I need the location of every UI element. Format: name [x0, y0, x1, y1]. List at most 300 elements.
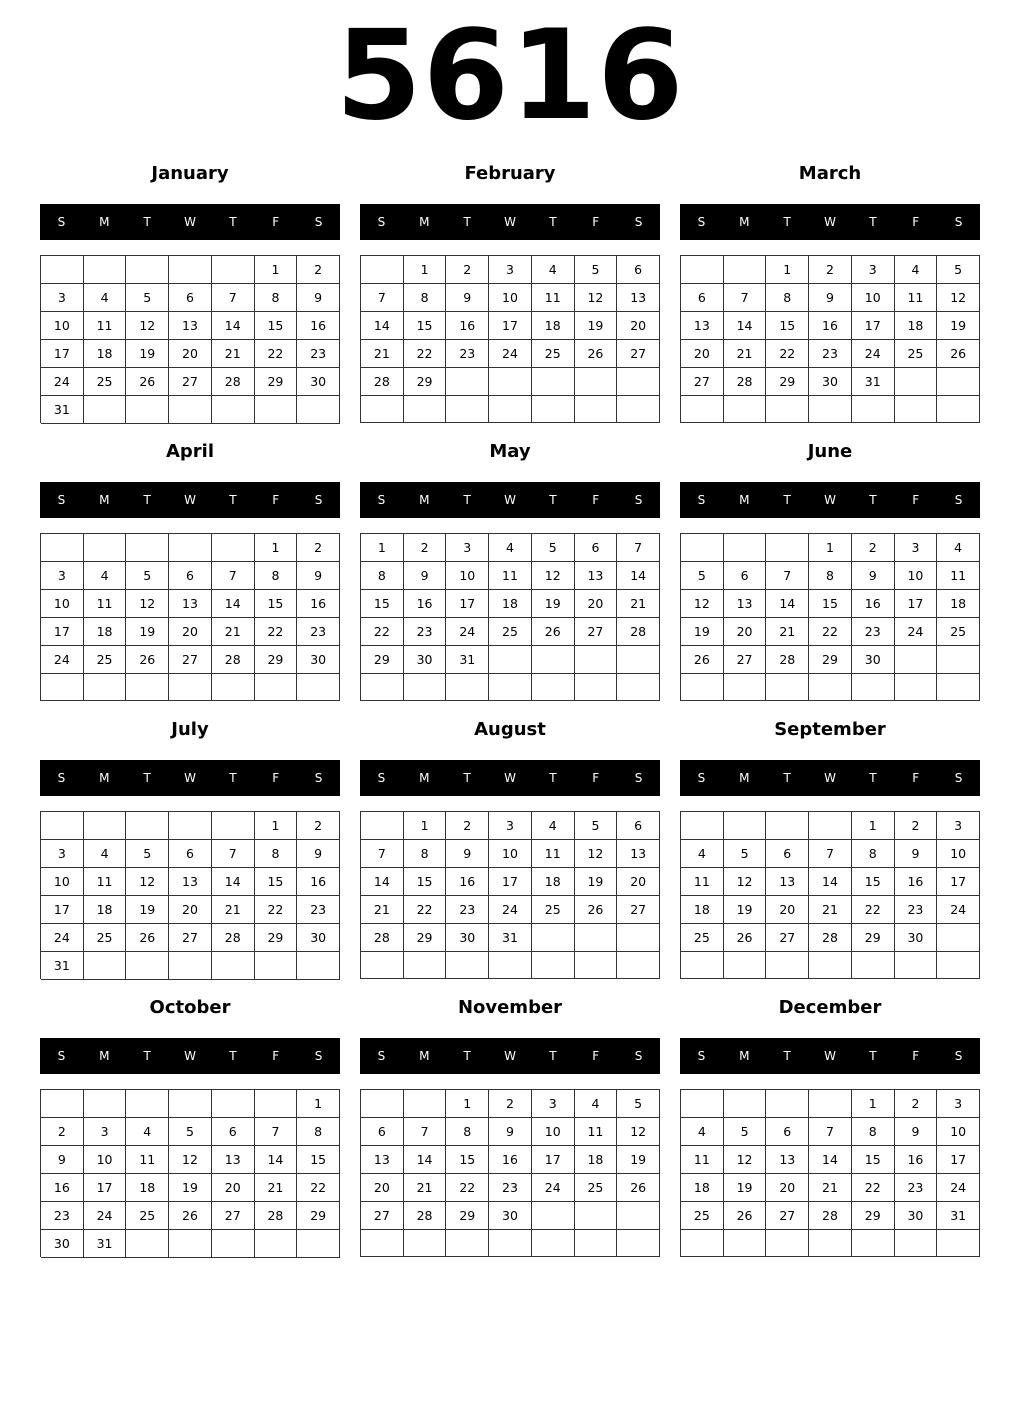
day-cell: 27 — [361, 1202, 404, 1230]
empty-day-cell — [681, 534, 724, 562]
weekday-label: W — [504, 771, 516, 785]
weekday-label: S — [697, 771, 706, 785]
day-cell: 20 — [766, 896, 809, 924]
day-cell: 13 — [617, 840, 660, 868]
day-cell: 16 — [297, 590, 340, 618]
day-cell: 20 — [766, 1174, 809, 1202]
day-cell: 2 — [41, 1118, 84, 1146]
weekday-label: F — [912, 215, 920, 229]
weekday-label: F — [272, 215, 280, 229]
day-cell: 6 — [212, 1118, 255, 1146]
empty-day-cell — [126, 1230, 169, 1258]
day-cell: 15 — [255, 312, 298, 340]
weekday-label: S — [954, 1049, 963, 1063]
day-cell: 24 — [446, 618, 489, 646]
day-cell: 5 — [126, 840, 169, 868]
empty-day-cell — [532, 674, 575, 701]
weekday-label: M — [99, 771, 110, 785]
empty-day-cell — [212, 952, 255, 980]
empty-day-cell — [724, 952, 767, 979]
weekday-label: M — [99, 493, 110, 507]
day-cell: 26 — [532, 618, 575, 646]
day-cell: 22 — [255, 618, 298, 646]
empty-day-cell — [937, 924, 980, 952]
day-cell: 4 — [895, 256, 938, 284]
day-cell: 13 — [681, 312, 724, 340]
day-cell: 11 — [84, 590, 127, 618]
day-cell: 5 — [617, 1090, 660, 1118]
day-cell: 1 — [446, 1090, 489, 1118]
day-cell: 16 — [446, 312, 489, 340]
weekday-label: T — [229, 771, 237, 785]
day-cell: 24 — [41, 368, 84, 396]
empty-day-cell — [489, 1230, 532, 1257]
empty-day-cell — [895, 368, 938, 396]
weekday-label: T — [463, 493, 471, 507]
day-cell: 11 — [532, 284, 575, 312]
empty-day-cell — [169, 396, 212, 424]
empty-day-cell — [809, 812, 852, 840]
day-cell: 28 — [212, 646, 255, 674]
day-cell: 21 — [361, 896, 404, 924]
day-cell: 30 — [41, 1230, 84, 1258]
empty-day-cell — [297, 1230, 340, 1258]
day-cell: 7 — [255, 1118, 298, 1146]
day-cell: 15 — [446, 1146, 489, 1174]
day-cell: 7 — [361, 284, 404, 312]
weekday-label: W — [504, 215, 516, 229]
day-cell: 25 — [84, 646, 127, 674]
day-cell: 1 — [404, 812, 447, 840]
empty-day-cell — [532, 368, 575, 396]
weekday-label: S — [697, 1049, 706, 1063]
weekday-label: T — [143, 215, 151, 229]
weekday-header — [360, 760, 660, 796]
day-cell: 25 — [84, 368, 127, 396]
day-cell: 5 — [724, 840, 767, 868]
weekday-label: M — [739, 771, 750, 785]
day-cell: 30 — [297, 924, 340, 952]
day-cell: 5 — [681, 562, 724, 590]
empty-day-cell — [446, 368, 489, 396]
empty-day-cell — [575, 952, 618, 979]
empty-day-cell — [169, 812, 212, 840]
day-cell: 8 — [852, 1118, 895, 1146]
empty-day-cell — [532, 396, 575, 423]
day-cell: 1 — [361, 534, 404, 562]
day-cell: 28 — [404, 1202, 447, 1230]
empty-day-cell — [169, 1090, 212, 1118]
day-cell: 29 — [255, 924, 298, 952]
day-cell: 17 — [489, 312, 532, 340]
day-cell: 1 — [297, 1090, 340, 1118]
weekday-label: T — [143, 493, 151, 507]
day-cell: 29 — [809, 646, 852, 674]
empty-day-cell — [446, 1230, 489, 1257]
weekday-label: T — [549, 215, 557, 229]
empty-day-cell — [297, 674, 340, 701]
day-cell: 6 — [617, 812, 660, 840]
day-cell: 13 — [575, 562, 618, 590]
empty-day-cell — [41, 256, 84, 284]
day-cell: 3 — [937, 812, 980, 840]
empty-day-cell — [84, 674, 127, 701]
month-name: May — [489, 441, 531, 462]
day-cell: 16 — [809, 312, 852, 340]
empty-day-cell — [852, 1230, 895, 1257]
month-name: January — [151, 163, 229, 184]
empty-day-cell — [617, 396, 660, 423]
day-cell: 21 — [809, 1174, 852, 1202]
empty-day-cell — [681, 396, 724, 423]
day-cell: 16 — [297, 312, 340, 340]
empty-day-cell — [126, 396, 169, 424]
day-cell: 18 — [575, 1146, 618, 1174]
day-cell: 17 — [852, 312, 895, 340]
weekday-header — [40, 482, 340, 518]
empty-day-cell — [404, 1090, 447, 1118]
weekday-label: M — [739, 215, 750, 229]
day-cell: 7 — [724, 284, 767, 312]
empty-day-cell — [895, 1230, 938, 1257]
weekday-label: S — [314, 215, 323, 229]
empty-day-cell — [126, 952, 169, 980]
weekday-label: S — [377, 1049, 386, 1063]
empty-day-cell — [724, 534, 767, 562]
empty-day-cell — [126, 256, 169, 284]
day-cell: 11 — [575, 1118, 618, 1146]
empty-day-cell — [937, 396, 980, 423]
day-cell: 19 — [532, 590, 575, 618]
day-cell: 30 — [895, 924, 938, 952]
day-cell: 4 — [84, 284, 127, 312]
day-cell: 22 — [809, 618, 852, 646]
day-cell: 29 — [404, 368, 447, 396]
day-cell: 1 — [852, 1090, 895, 1118]
day-cell: 26 — [937, 340, 980, 368]
day-cell: 9 — [297, 284, 340, 312]
day-cell: 23 — [852, 618, 895, 646]
day-cell: 25 — [532, 896, 575, 924]
day-cell: 29 — [852, 924, 895, 952]
day-cell: 10 — [937, 840, 980, 868]
day-cell: 1 — [255, 534, 298, 562]
empty-day-cell — [575, 396, 618, 423]
weekday-label: W — [824, 771, 836, 785]
day-cell: 16 — [489, 1146, 532, 1174]
day-cell: 29 — [852, 1202, 895, 1230]
day-cell: 16 — [297, 868, 340, 896]
empty-day-cell — [937, 952, 980, 979]
day-cell: 30 — [809, 368, 852, 396]
empty-day-cell — [41, 534, 84, 562]
weekday-label: F — [272, 771, 280, 785]
day-cell: 4 — [532, 256, 575, 284]
day-cell: 11 — [681, 868, 724, 896]
day-cell: 25 — [681, 1202, 724, 1230]
day-cell: 28 — [212, 924, 255, 952]
day-cell: 28 — [212, 368, 255, 396]
weekday-label: W — [184, 771, 196, 785]
empty-day-cell — [724, 256, 767, 284]
day-cell: 6 — [617, 256, 660, 284]
weekday-label: S — [697, 215, 706, 229]
day-cell: 27 — [766, 1202, 809, 1230]
day-cell: 26 — [575, 340, 618, 368]
empty-day-cell — [404, 952, 447, 979]
day-cell: 26 — [169, 1202, 212, 1230]
day-cell: 4 — [126, 1118, 169, 1146]
day-cell: 22 — [446, 1174, 489, 1202]
day-cell: 22 — [404, 896, 447, 924]
empty-day-cell — [41, 812, 84, 840]
day-cell: 3 — [41, 562, 84, 590]
day-cell: 24 — [937, 896, 980, 924]
day-cell: 7 — [766, 562, 809, 590]
day-cell: 29 — [255, 646, 298, 674]
day-cell: 8 — [446, 1118, 489, 1146]
day-cell: 16 — [895, 1146, 938, 1174]
day-cell: 7 — [212, 840, 255, 868]
day-cell: 22 — [404, 340, 447, 368]
weekday-label: W — [184, 493, 196, 507]
day-cell: 3 — [852, 256, 895, 284]
empty-day-cell — [575, 368, 618, 396]
day-cell: 31 — [41, 396, 84, 424]
day-cell: 3 — [937, 1090, 980, 1118]
weekday-label: T — [143, 771, 151, 785]
day-cell: 24 — [489, 340, 532, 368]
weekday-label: T — [549, 493, 557, 507]
empty-day-cell — [212, 674, 255, 701]
day-cell: 2 — [446, 812, 489, 840]
empty-day-cell — [809, 952, 852, 979]
empty-day-cell — [361, 674, 404, 701]
day-cell: 3 — [41, 284, 84, 312]
day-cell: 15 — [255, 868, 298, 896]
weekday-label: T — [869, 493, 877, 507]
day-cell: 9 — [895, 840, 938, 868]
day-cell: 24 — [41, 646, 84, 674]
day-cell: 27 — [169, 646, 212, 674]
day-cell: 4 — [84, 840, 127, 868]
weekday-label: T — [229, 493, 237, 507]
day-cell: 12 — [575, 840, 618, 868]
day-cell: 1 — [852, 812, 895, 840]
day-cell: 4 — [681, 1118, 724, 1146]
day-cell: 4 — [937, 534, 980, 562]
day-cell: 18 — [84, 896, 127, 924]
weekday-label: T — [463, 1049, 471, 1063]
day-cell: 4 — [575, 1090, 618, 1118]
day-cell: 10 — [41, 590, 84, 618]
day-cell: 19 — [126, 340, 169, 368]
day-cell: 15 — [404, 312, 447, 340]
weekday-header — [680, 760, 980, 796]
day-cell: 17 — [41, 618, 84, 646]
day-cell: 20 — [617, 868, 660, 896]
weekday-header — [360, 204, 660, 240]
empty-day-cell — [84, 534, 127, 562]
day-cell: 21 — [212, 618, 255, 646]
day-cell: 22 — [766, 340, 809, 368]
day-cell: 13 — [724, 590, 767, 618]
weekday-header — [680, 1038, 980, 1074]
weekday-label: T — [549, 1049, 557, 1063]
day-cell: 22 — [852, 1174, 895, 1202]
day-cell: 28 — [809, 924, 852, 952]
day-cell: 3 — [895, 534, 938, 562]
weekday-label: F — [592, 493, 600, 507]
day-cell: 10 — [489, 284, 532, 312]
day-cell: 21 — [766, 618, 809, 646]
day-cell: 11 — [895, 284, 938, 312]
weekday-label: F — [912, 1049, 920, 1063]
weekday-label: W — [504, 1049, 516, 1063]
empty-day-cell — [255, 396, 298, 424]
day-cell: 24 — [41, 924, 84, 952]
day-cell: 26 — [724, 924, 767, 952]
day-cell: 4 — [532, 812, 575, 840]
day-cell: 15 — [809, 590, 852, 618]
day-cell: 19 — [681, 618, 724, 646]
day-cell: 25 — [895, 340, 938, 368]
empty-day-cell — [212, 256, 255, 284]
day-cell: 9 — [809, 284, 852, 312]
day-cell: 18 — [895, 312, 938, 340]
empty-day-cell — [169, 952, 212, 980]
day-cell: 21 — [724, 340, 767, 368]
day-cell: 26 — [126, 646, 169, 674]
empty-day-cell — [297, 396, 340, 424]
weekday-label: M — [99, 1049, 110, 1063]
day-cell: 14 — [724, 312, 767, 340]
day-cell: 8 — [255, 284, 298, 312]
weekday-label: F — [912, 771, 920, 785]
weekday-label: M — [419, 771, 430, 785]
empty-day-cell — [489, 952, 532, 979]
day-cell: 14 — [212, 312, 255, 340]
day-grid — [40, 533, 340, 701]
day-cell: 7 — [404, 1118, 447, 1146]
empty-day-cell — [617, 1230, 660, 1257]
weekday-label: S — [377, 493, 386, 507]
day-cell: 1 — [255, 812, 298, 840]
month-name: July — [171, 719, 209, 740]
day-cell: 8 — [404, 840, 447, 868]
day-cell: 12 — [126, 312, 169, 340]
day-cell: 20 — [361, 1174, 404, 1202]
day-cell: 20 — [617, 312, 660, 340]
day-cell: 12 — [681, 590, 724, 618]
empty-day-cell — [84, 812, 127, 840]
empty-day-cell — [937, 1230, 980, 1257]
day-cell: 5 — [724, 1118, 767, 1146]
day-cell: 20 — [169, 340, 212, 368]
empty-day-cell — [617, 674, 660, 701]
day-cell: 19 — [126, 896, 169, 924]
weekday-label: W — [824, 215, 836, 229]
day-cell: 17 — [41, 896, 84, 924]
empty-day-cell — [489, 646, 532, 674]
day-cell: 18 — [681, 896, 724, 924]
empty-day-cell — [404, 1230, 447, 1257]
day-cell: 2 — [852, 534, 895, 562]
weekday-label: T — [783, 1049, 791, 1063]
day-cell: 31 — [937, 1202, 980, 1230]
empty-day-cell — [532, 952, 575, 979]
weekday-label: S — [954, 493, 963, 507]
day-cell: 5 — [126, 562, 169, 590]
day-cell: 23 — [895, 896, 938, 924]
day-cell: 6 — [681, 284, 724, 312]
day-cell: 6 — [361, 1118, 404, 1146]
day-cell: 20 — [575, 590, 618, 618]
day-cell: 12 — [937, 284, 980, 312]
day-cell: 6 — [766, 1118, 809, 1146]
weekday-header — [40, 204, 340, 240]
empty-day-cell — [446, 952, 489, 979]
day-cell: 14 — [212, 590, 255, 618]
empty-day-cell — [84, 396, 127, 424]
day-cell: 19 — [724, 1174, 767, 1202]
day-cell: 17 — [489, 868, 532, 896]
day-cell: 28 — [766, 646, 809, 674]
weekday-label: T — [549, 771, 557, 785]
day-cell: 24 — [937, 1174, 980, 1202]
weekday-label: M — [739, 493, 750, 507]
day-cell: 22 — [852, 896, 895, 924]
day-cell: 28 — [809, 1202, 852, 1230]
empty-day-cell — [766, 674, 809, 701]
day-cell: 31 — [852, 368, 895, 396]
day-cell: 2 — [297, 256, 340, 284]
month-name: April — [165, 441, 215, 462]
weekday-label: W — [504, 493, 516, 507]
day-cell: 27 — [617, 896, 660, 924]
day-cell: 21 — [404, 1174, 447, 1202]
day-grid — [680, 1089, 980, 1257]
day-cell: 14 — [766, 590, 809, 618]
weekday-label: S — [634, 215, 643, 229]
day-cell: 8 — [766, 284, 809, 312]
day-cell: 5 — [575, 812, 618, 840]
weekday-header — [360, 1038, 660, 1074]
empty-day-cell — [446, 674, 489, 701]
day-cell: 23 — [297, 340, 340, 368]
day-cell: 28 — [361, 368, 404, 396]
day-cell: 26 — [681, 646, 724, 674]
day-cell: 21 — [212, 340, 255, 368]
day-cell: 3 — [41, 840, 84, 868]
empty-day-cell — [575, 674, 618, 701]
month-name: September — [774, 719, 886, 740]
day-grid — [680, 255, 980, 423]
day-cell: 21 — [617, 590, 660, 618]
day-cell: 7 — [809, 1118, 852, 1146]
empty-day-cell — [489, 674, 532, 701]
weekday-label: S — [954, 215, 963, 229]
day-cell: 3 — [489, 812, 532, 840]
empty-day-cell — [724, 1090, 767, 1118]
day-cell: 12 — [617, 1118, 660, 1146]
day-cell: 9 — [404, 562, 447, 590]
day-cell: 30 — [489, 1202, 532, 1230]
empty-day-cell — [809, 1090, 852, 1118]
day-cell: 5 — [169, 1118, 212, 1146]
day-cell: 3 — [532, 1090, 575, 1118]
day-cell: 9 — [446, 284, 489, 312]
